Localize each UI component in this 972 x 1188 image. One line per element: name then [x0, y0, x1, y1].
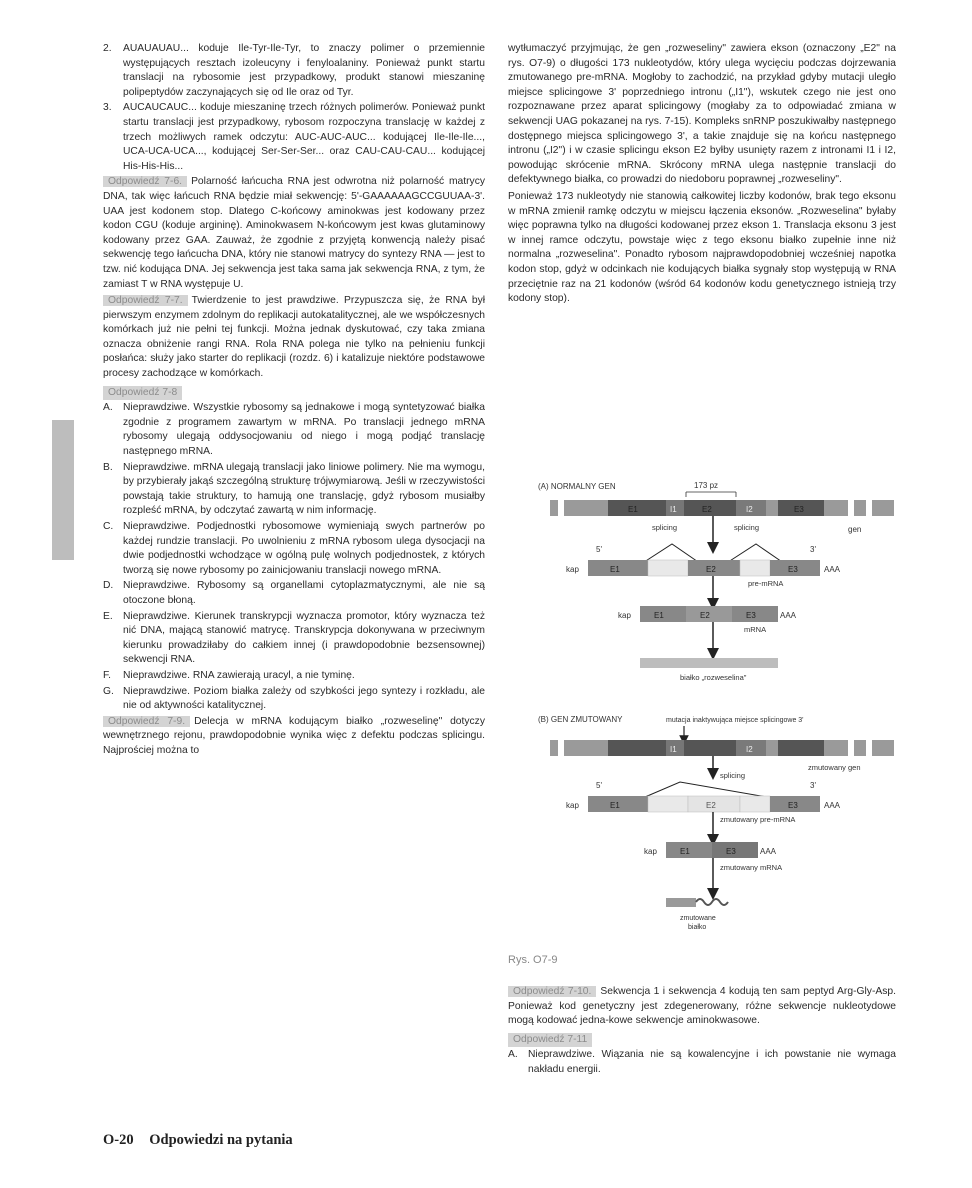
- pre-mrna: [566, 560, 841, 588]
- panel-b-title: (B) GEN ZMUTOWANY: [538, 715, 623, 724]
- svg-text:E2: E2: [706, 565, 716, 574]
- length-label: 173 pz: [694, 481, 719, 490]
- svg-text:E1: E1: [610, 801, 620, 810]
- svg-text:I1: I1: [670, 505, 677, 514]
- figure-o7-9: [508, 478, 898, 983]
- svg-text:3': 3': [810, 545, 816, 554]
- svg-text:E1: E1: [610, 565, 620, 574]
- svg-text:mRNA: mRNA: [744, 625, 767, 634]
- svg-text:AAA: AAA: [824, 565, 841, 574]
- answer-label: Odpowiedź 7-6.: [103, 176, 187, 187]
- svg-text:I1: I1: [670, 745, 677, 754]
- answer-label: Odpowiedź 7-9.: [103, 716, 190, 727]
- answer-7-8-list: [103, 401, 485, 713]
- svg-text:zmutowany pre-mRNA: zmutowany pre-mRNA: [720, 815, 796, 824]
- svg-text:E3: E3: [726, 847, 736, 856]
- section-title: Odpowiedzi na pytania: [149, 1132, 293, 1148]
- splicing-diagram: [508, 478, 898, 948]
- list-item: A. Nieprawdziwe. Wiązania nie są kowalencyjne i ich powstanie nie wymaga nakładu energii.: [508, 1049, 896, 1075]
- svg-text:białko „rozweselina": białko „rozweselina": [680, 673, 747, 682]
- mutant-protein: [666, 898, 728, 931]
- svg-text:I2: I2: [746, 505, 753, 514]
- svg-text:białko: białko: [688, 924, 707, 931]
- answer-7-7: Odpowiedź 7-7. Twierdzenie to jest prawdziwe. Przypuszcza się, że RNA był pierwszym enzymem zdolnym do replikacji autokatalitycznej, ale we współczesnych komórkach już nie pełni tej funkcji. Można jednak dyskutować, czy taka zmiana oznacza obniżenie rangi RNA. Rola RNA polega nie tylko na pełnieniu funkcji posłańca: służy jako starter do replikacji (rozdz. 6) i katalizuje niektóre podstawowe procesy zachodzące w komórkach.: [103, 295, 486, 380]
- svg-text:splicing: splicing: [652, 523, 678, 532]
- list-item: B. Nieprawdziwe. mRNA ulegają translacji jako liniowe polimery. Nie ma wymogu, by przybierały jakąś szczególną strukturę trójwymiarową. Jeśli w rzeczywistości powstają takie struktury, to hamują one translację, gdyż rybosom musiałby rozpleść mRNA, by odczytać zawartą w nim informację.: [103, 461, 485, 517]
- svg-text:pre-mRNA: pre-mRNA: [748, 579, 784, 588]
- mutant-gene: [544, 740, 894, 756]
- mutation-note: mutacja inaktywująca miejsce splicingowe 3': [666, 717, 804, 724]
- list-item: A. Nieprawdziwe. Wszystkie rybosomy są jednakowe i mogą syntetyzować białka zgodnie z programem zawartym w mRNA. Po translacji jednego mRNA rybosomy ulegają oddysocjowaniu od niego i mogą podjąć translację następnego mRNA.: [103, 402, 485, 458]
- answer-item-2: 2. AUAUAUAU... koduje Ile-Tyr-Ile-Tyr, to znaczy polimer o przemiennie występujących resztach izoleucyny i fenyloalaniny. Ponieważ punkt startu translacji na rybosomie jest przypadkowy, produkt stanowi mieszaninę polipeptydów zaczynających się od Ile oraz od Tyr.: [103, 43, 485, 98]
- gene-label: gen: [848, 525, 862, 534]
- right-column-lower: [508, 985, 896, 1079]
- panel-a-title: (A) NORMALNY GEN: [538, 482, 616, 491]
- svg-text:zmutowany gen: zmutowany gen: [808, 763, 861, 772]
- answer-label: Odpowiedź 7-8: [103, 386, 182, 401]
- page-footer: [103, 1132, 305, 1149]
- protein-bar: [640, 658, 778, 668]
- right-column: [508, 42, 896, 309]
- left-column: [103, 42, 485, 761]
- answer-label: Odpowiedź 7-7.: [103, 295, 188, 306]
- svg-text:kap: kap: [566, 801, 579, 810]
- svg-text:5': 5': [596, 781, 602, 790]
- answer-7-6: Odpowiedź 7-6. Polarność łańcucha RNA jest odwrotna niż polarność matrycy DNA, tak więc łańcuch RNA będzie miał sekwencję: 5'-GAAAAAAGCCGUUAA-3'. UAA jest kodonem stop. Dlatego C-końcowy aminokwas jest kodowany przez kodon CGU (koduje argininę). Aminokwasem N-końcowym jest kwas glutaminowy kodowany przez GAA. Zauważ, że zgodnie z przyjętą konwencją należy pisać sekwencję tego łańcucha DNA, który nie stanowi matrycy do syntezy RNA — jest to tzw. nić kodująca DNA. Jej sekwencja jest taka sama jak sekwencja RNA, z tym, że zamiast T w RNA występuje U.: [103, 176, 486, 290]
- svg-text:E1: E1: [654, 611, 664, 620]
- svg-text:E2: E2: [702, 505, 712, 514]
- svg-text:I2: I2: [746, 745, 753, 754]
- svg-text:AAA: AAA: [760, 847, 777, 856]
- svg-text:AAA: AAA: [824, 801, 841, 810]
- list-item: G. Nieprawdziwe. Poziom białka zależy od szybkości jego syntezy i rozkładu, ale nie od aktywności katalitycznej.: [103, 685, 485, 712]
- svg-text:E3: E3: [746, 611, 756, 620]
- page-number: O-20: [103, 1132, 134, 1148]
- answer-7-10: Odpowiedź 7-10. Sekwencja 1 i sekwencja 4 kodują ten sam peptyd Arg-Gly-Asp. Ponieważ kod genetyczny jest zdegenerowany, różne sekwencje nukleotydowe mogą kodować jedna-kowe sekwencje aminokwasowe.: [508, 986, 896, 1027]
- svg-text:E3: E3: [794, 505, 804, 514]
- answer-label: Odpowiedź 7-10.: [508, 986, 596, 997]
- svg-text:kap: kap: [618, 611, 631, 620]
- answer-7-9: Odpowiedź 7-9. Delecja w mRNA kodującym białko „rozweselinę" dotyczy wewnętrznego rejonu, prawdopodobnie wynika więc z defektu podczas splicingu. Najprościej można to: [103, 715, 485, 756]
- svg-text:E3: E3: [788, 565, 798, 574]
- svg-text:E1: E1: [680, 847, 690, 856]
- svg-text:kap: kap: [566, 565, 579, 574]
- mrna: [618, 606, 797, 634]
- mutant-pre-mrna: [566, 796, 841, 824]
- svg-text:zmutowane: zmutowane: [680, 915, 716, 922]
- svg-text:zmutowany mRNA: zmutowany mRNA: [720, 863, 783, 872]
- list-item: D. Nieprawdziwe. Rybosomy są organellami cytoplazmatycznymi, ale nie są otoczone błoną.: [103, 580, 485, 606]
- svg-text:5': 5': [596, 545, 602, 554]
- svg-text:kap: kap: [644, 847, 657, 856]
- list-item: C. Nieprawdziwe. Podjednostki rybosomowe wymieniają swych partnerów po każdej rundzie translacji. Po uwolnieniu z mRNA rybosom ulega dysocjacji na dwie podjednostki wchodzące w ogólną pulę wolnych podjednostek, z których tworzą się nowe rybosomy po zainicjowaniu translacji nowego mRNA.: [103, 521, 485, 576]
- paragraph: Ponieważ 173 nukleotydy nie stanowią całkowitej liczby kodonów, brak tego eksonu w mRNA zmienił ramkę odczytu w miejscu łączenia eksonów. „Rozweselina" byłaby więc poprawna tylko na długości kodowanej przez ekson 1. Translacja eksonu 3 jest w innej ramce odczytu, powstaje więc z tego eksonu białko zupełnie inne niż normalna „rozweselina". Ponadto rybosom najprawdopodobniej wcześniej napotka kodon stop, gdyż w odcinkach nie kodujących białka sygnały stop występują w RNA przeciętnie raz na 21 kodonów (wśród 64 kodonów kodu genetycznego istnieją trzy kodony stop).: [508, 190, 896, 305]
- svg-text:splicing: splicing: [734, 523, 760, 532]
- margin-tab: [52, 420, 74, 560]
- paragraph: wytłumaczyć przyjmując, że gen „rozweseliny" zawiera ekson (oznaczony „E2" na rys. O7-9) o długości 173 nukleotydów, który ulega wycięciu podczas dojrzewania zmutowanego pre-mRNA. Mogłoby to zachodzić, na przykład gdyby mutacji uległo miejsce splicingowe 3' poprzedniego intronu („I1"), wskutek czego nie jest ono rozpoznawane przez aparat splicingowy (mogłaby za to odpowiadać zmiana w sekwencji UAG pokazanej na rys. 7-15). Kompleks snRNP poszukiwałby następnego dostępnego miejsca splicingowego 3', a takie znajduje się na końcu następnego intronu („I2") i w czasie splicingu ekson E2 byłby usunięty razem z intronami I1 i I2, powodując skrócenie mRNA. Skrócony mRNA ulega następnie translacji do defektywnego białka, co prowadzi do niedoboru poprawnej „rozweseliny".: [508, 43, 896, 186]
- svg-text:splicing: splicing: [720, 771, 746, 780]
- svg-text:E3: E3: [788, 801, 798, 810]
- list-item: E. Nieprawdziwe. Kierunek transkrypcji wyznacza promotor, który wyznacza też nić DNA, mającą stanowić matrycę. Transkrypcja dokonywana w przeciwnym kierunku prowadziłaby do całkiem innej (i prawdopodobnie bezsensownej) sekwencji RNA.: [103, 610, 485, 666]
- svg-text:AAA: AAA: [780, 611, 797, 620]
- answer-item-3: 3. AUCAUCAUC... koduje mieszaninę trzech różnych polimerów. Ponieważ punkt startu translacji jest przypadkowy, rybosom rozpoczyna translację w każdej z trzech możliwych ramek odczytu: AUC-AUC-AUC... kodującej Ile-Ile-Ile..., UCA-UCA-UCA..., kodującej Ser-Ser-Ser... oraz CAU-CAU-CAU... kodującej His-His-His...: [103, 102, 485, 172]
- list-item: F. Nieprawdziwe. RNA zawierają uracyl, a nie tyminę.: [103, 669, 355, 681]
- answer-label: Odpowiedź 7-11: [508, 1033, 592, 1048]
- svg-text:E1: E1: [628, 505, 638, 514]
- figure-caption: Rys. O7-9: [508, 954, 558, 966]
- svg-text:E2: E2: [706, 801, 716, 810]
- svg-text:3': 3': [810, 781, 816, 790]
- normal-gene: [544, 500, 894, 516]
- svg-text:E2: E2: [700, 611, 710, 620]
